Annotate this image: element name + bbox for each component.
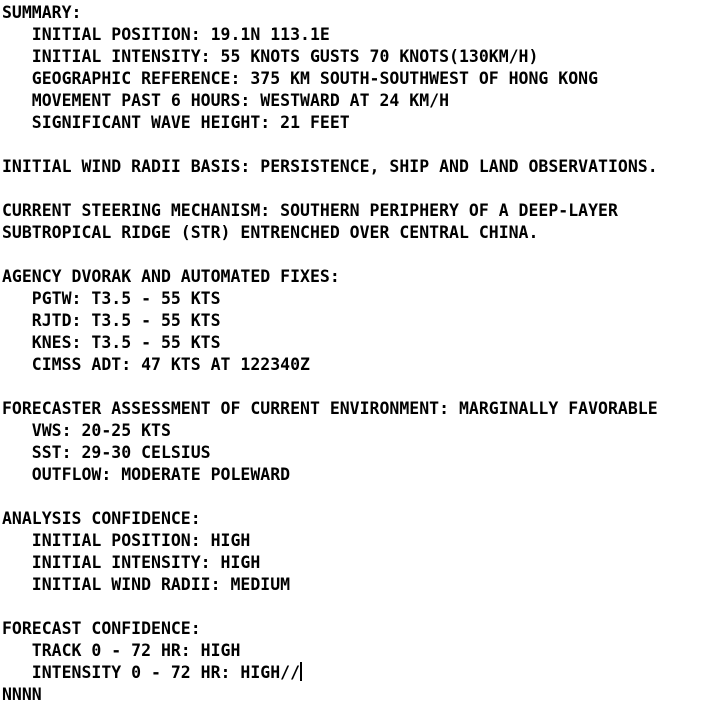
text-line-confidence-position: INITIAL POSITION: HIGH [2, 531, 251, 550]
blank-line [2, 486, 702, 508]
text-line-confidence-wind-radii: INITIAL WIND RADII: MEDIUM [2, 575, 291, 594]
text-line-movement: MOVEMENT PAST 6 HOURS: WESTWARD AT 24 KM/H [2, 91, 450, 110]
text-line-forecast-confidence-header: FORECAST CONFIDENCE: [2, 619, 201, 638]
text-line-fix-pgtw: PGTW: T3.5 - 55 KTS [2, 289, 221, 308]
blank-line [2, 244, 702, 266]
blank-line [2, 178, 702, 200]
text-line-wave-height: SIGNIFICANT WAVE HEIGHT: 21 FEET [2, 113, 350, 132]
text-line-geographic-reference: GEOGRAPHIC REFERENCE: 375 KM SOUTH-SOUTHWEST OF HONG KONG [2, 69, 599, 88]
text-line-initial-position: INITIAL POSITION: 19.1N 113.1E [2, 25, 330, 44]
blank-line [2, 134, 702, 156]
text-line-intensity-confidence-text: INTENSITY 0 - 72 HR: HIGH// [2, 663, 301, 682]
blank-line [2, 596, 702, 618]
text-line-fix-cimss-adt: CIMSS ADT: 47 KTS AT 122340Z [2, 355, 310, 374]
text-line-agency-fixes-header: AGENCY DVORAK AND AUTOMATED FIXES: [2, 267, 340, 286]
text-line-analysis-confidence-header: ANALYSIS CONFIDENCE: [2, 509, 201, 528]
text-line-track-confidence: TRACK 0 - 72 HR: HIGH [2, 641, 241, 660]
text-line-outflow: OUTFLOW: MODERATE POLEWARD [2, 465, 291, 484]
blank-line [2, 376, 702, 398]
text-line-wind-radii-basis: INITIAL WIND RADII BASIS: PERSISTENCE, SHIP AND LAND OBSERVATIONS. [2, 157, 658, 176]
text-line-summary-header: SUMMARY: [2, 3, 82, 22]
text-line-initial-intensity: INITIAL INTENSITY: 55 KNOTS GUSTS 70 KNOTS(130KM/H) [2, 47, 539, 66]
text-line-steering-mechanism-2: SUBTROPICAL RIDGE (STR) ENTRENCHED OVER CENTRAL CHINA. [2, 223, 539, 242]
text-line-steering-mechanism-1: CURRENT STEERING MECHANISM: SOUTHERN PERIPHERY OF A DEEP-LAYER [2, 201, 618, 220]
text-line-environment-assessment: FORECASTER ASSESSMENT OF CURRENT ENVIRONMENT: MARGINALLY FAVORABLE [2, 399, 658, 418]
text-line-intensity-confidence [2, 662, 702, 684]
text-line-sst: SST: 29-30 CELSIUS [2, 443, 211, 462]
text-line-end-of-message: NNNN [2, 685, 42, 704]
text-line-fix-rjtd: RJTD: T3.5 - 55 KTS [2, 311, 221, 330]
text-line-fix-knes: KNES: T3.5 - 55 KTS [2, 333, 221, 352]
text-line-vws: VWS: 20-25 KTS [2, 421, 171, 440]
text-line-confidence-intensity: INITIAL INTENSITY: HIGH [2, 553, 261, 572]
text-cursor-caret [300, 662, 302, 681]
